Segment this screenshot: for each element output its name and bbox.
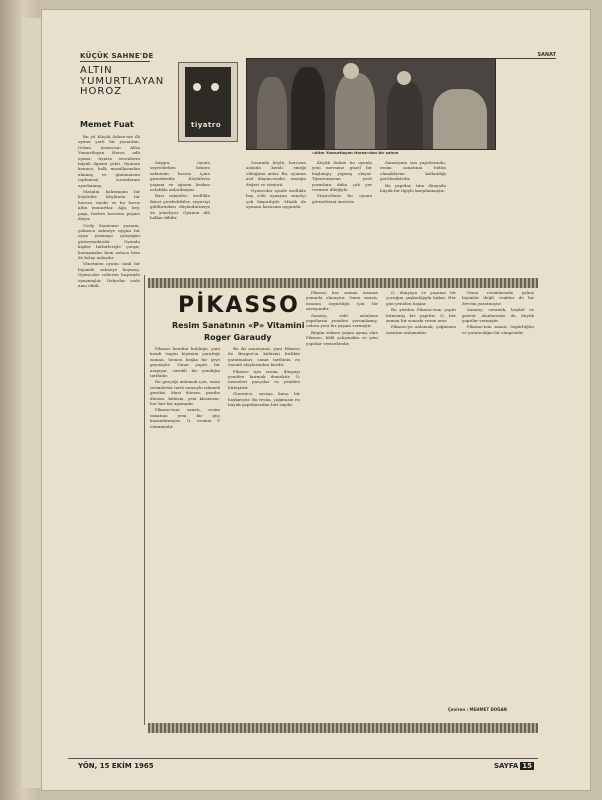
column-divider — [144, 275, 145, 725]
body-column-1 — [150, 346, 220, 721]
play-title-line: HOROZ — [80, 86, 123, 97]
play-title-line: YUMURTLAYAN — [80, 75, 165, 87]
paragraph: Pikasso'yu anlamak, çağımızın sanatını anlamaktır. — [386, 324, 456, 335]
body-column-3 — [306, 290, 378, 720]
body-column-4 — [386, 290, 456, 720]
paragraph: Küçük Sahne bu oyunla yeni mevsime güzel bir başlangıç yapmış oluyor. Tiyatromuzun yerli yazarlara daha çok yer vermesi dileğiyle. — [312, 160, 372, 193]
play-byline: Memet Fuat — [80, 120, 134, 129]
headline-bar — [148, 278, 538, 288]
article-subtitle: Resim Sanatının «P» Vitamini — [172, 321, 305, 330]
paragraph: Bu gerçeği anlamak için, onun resimlerini tarih sırasıyla izlemek gerekir. Mavi dönem, pembe dönem, kübizm, yeni klasisizm; her biri bir aşamadır. — [150, 379, 220, 407]
paragraph: Saygın, oyunu seyrederken hemen sahnenin havası içine girmektedir. Köylülerin yaşamı ve ağanın baskısı ustalıkla anlatılmıştır. — [150, 160, 210, 193]
footer-page-label: SAYFA — [494, 762, 519, 770]
paragraph: Sanatçının son yapıtlarında, resim sanatının bütün olanaklarını kullandığı görülmektedir. — [380, 160, 446, 182]
paragraph: Pikasso kendini bulduğu, yani kendi özgün biçimini yarattığı zaman, hemen başka bir şeye geçmiştir. Onun yapıtı bir arayışın, sürekli bir yeniliğin tarihidir. — [150, 346, 220, 379]
top-column-4 — [380, 160, 446, 270]
body-column-2 — [228, 346, 300, 721]
theatre-logo — [178, 62, 238, 142]
paragraph: Pikasso'nun sanatı, özgürlüğün ve yaratıcılığın bir simgesidir. — [462, 324, 534, 335]
paragraph: Pikasso'nun sanatı, resim sanatına yeni bir güç kazandırmıştır. O, resmin P vitaminidir. — [150, 407, 220, 429]
left-column — [78, 134, 140, 754]
body-column-5 — [462, 290, 534, 702]
play-title-line: ALTIN — [80, 65, 113, 76]
photo-caption: «Altın Yumurtlayan Horoz»dan bir sahne — [312, 150, 399, 155]
paragraph: Bu yüzden Pikasso'nun yapıtı bitmemiş bir yapıttır. O, her zaman bir sonraki resmi arar. — [386, 307, 456, 324]
translator-credit: Çeviren : MEHMET DOĞAN — [448, 707, 507, 712]
article-author: Roger Garaudy — [204, 333, 272, 342]
logo-text: tiyatro — [191, 121, 222, 129]
top-column-1 — [150, 160, 210, 270]
paragraph: Bu yıl Küçük Sahne'nin ilk oyunu yerli bir yazardan. Orhan Asena'nın Altın Yumurtlayan Horoz adlı oyunu, tiyatro sevenlerin büyük ilgisini çekti. Oyunun konusu, halk masallarından alınmış ve günümüzün toplumsal sorunlarına uyarlanmış. — [78, 134, 140, 188]
paragraph: Bazı sahneler, özellikle ikinci perdedekiler, seyirciyi güldürürken düşündürmeye de yöneliyor. Oyunun dili halkın dilidir. — [150, 193, 210, 221]
review-kicker: KÜÇÜK SAHNE'DE — [80, 52, 154, 60]
paragraph: Pikasso için resim, dünyayı yeniden kurmak demektir. O, nesneleri parçalar ve yeniden birleştirir. — [228, 368, 300, 390]
paragraph: Guernica, savaşa karşı bir haykırıştır. Bu resim, çağımızın en büyük yapıtlarından biri sayılır. — [228, 391, 300, 408]
footer-page — [494, 762, 534, 770]
paragraph: Yönetmen oyunu canlı bir biçimde sahneye koymuş. Oyuncular rollerini başarıyla oynamışlar. Dekorlar sade ama etkili. — [78, 261, 140, 288]
top-column-2 — [246, 160, 306, 270]
paragraph: Sonunda köylü, horozun aslında kendi emeği olduğunu anlar. Bu, oyunun asıl düşüncesidir: emeğin değeri ve sömürü. — [246, 160, 306, 187]
footer-rule — [68, 758, 538, 759]
mask-icon — [211, 83, 219, 91]
scene-photo — [246, 58, 496, 150]
paragraph: Bugün seksen yaşını aşmış olan Pikasso, hâlâ çalışmakta ve yeni yapıtlar vermektedir. — [306, 329, 378, 346]
play-title — [80, 65, 165, 98]
paragraph: Bu iki sanatçının, yani Pikasso ile Braque'ın kübizmi birlikte yaratmaları, sanat tarihinin en önemli olaylarından biridir. — [228, 346, 300, 368]
section-label: SANAT — [494, 52, 556, 59]
paragraph: Bu yapıtlar, tüm dünyada büyük bir ilgiyle karşılanmıştır. — [380, 182, 446, 194]
paragraph: Masalın kahramanı bir köylüdür. Köylünün bir horozu vardır ve bu horoz altın yumurtlar. Ağa, bey, paşa, herkes horozun peşine düşer. — [78, 189, 140, 222]
footer-date: YÖN, 15 EKİM 1965 — [78, 762, 154, 770]
paragraph: Cerly Sauneuse yazarın, yalnızca sahneye uygun bir oyun yazmaya çalıştığını göstermektedir. Oyunda kişiler birbirleriyle çatışır, konuşmalar hem ustaca hem de kolay anlaşılır. — [78, 222, 140, 260]
paragraph: Onun resimlerinde yalnız biçimler değil, renkler de bir devrim yaratmıştır. — [462, 290, 534, 306]
top-column-3 — [312, 160, 372, 270]
paragraph: O, dünyaya ve yaşama bir çocuğun şaşkınlığıyla bakar. Her gün yeniden başlar. — [386, 290, 456, 306]
article-title: PİKASSO — [178, 293, 300, 318]
paragraph: Pikasso her zaman insanın yanında olmuştur. Onun sanatı, insanın özgürlüğü için bir savaşımdır. — [306, 290, 378, 312]
paragraph: Seyircilerin bu oyunu görmelerini öneririz. — [312, 193, 372, 204]
paragraph: Oyuncular içinde özellikle baş rolü oynayan sanatçı çok başarılıydı. Müzik de oyunun havasına uygundu. — [246, 188, 306, 210]
page-number: 15 — [522, 762, 533, 770]
kicker-rule — [80, 61, 150, 62]
paragraph: Sanatçı, seramik, heykel ve gravür alanlarında da büyük yapıtlar vermiştir. — [462, 307, 534, 324]
mask-icon — [193, 83, 201, 91]
paragraph: Sanatçı, eski ustaların yapıtlarını yeniden yorumlamış, onlara yeni bir yaşam vermiştir. — [306, 312, 378, 329]
bottom-bar — [148, 723, 538, 733]
